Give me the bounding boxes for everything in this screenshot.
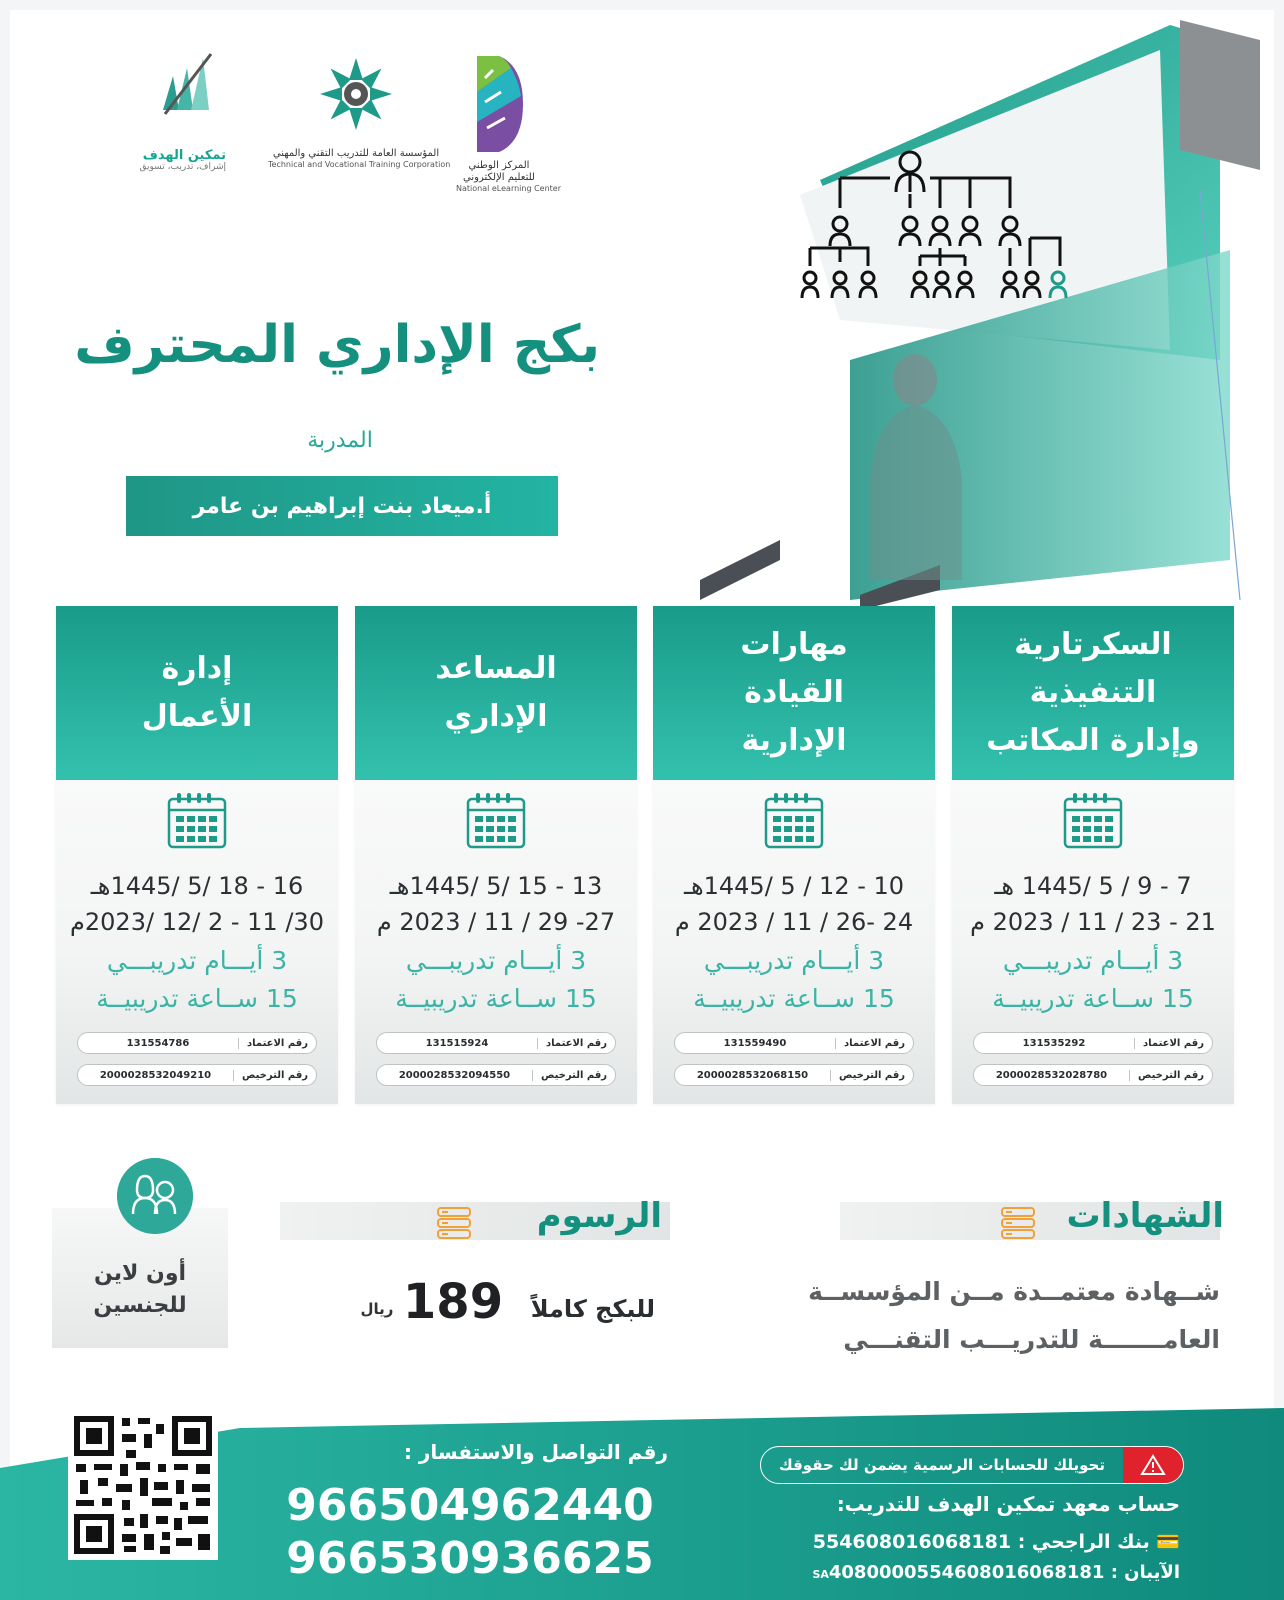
tamkeen-logo-mark bbox=[155, 50, 219, 146]
license-number: 2000028532068150 bbox=[696, 1069, 809, 1081]
accreditation-number-row bbox=[376, 1032, 616, 1054]
contact-phone-2[interactable]: 966530936625 bbox=[286, 1533, 654, 1584]
license-label: رقم الترخيص bbox=[830, 1070, 913, 1081]
certificates-line-1: شــهادة معتمــدة مــن المؤسســة bbox=[808, 1277, 1220, 1306]
course-hours: 15 ســاعة تدريبيــة bbox=[395, 984, 597, 1013]
iban-account bbox=[720, 1562, 1180, 1583]
course-days: 3 أيـــام تدريبـــي bbox=[703, 946, 885, 975]
org-chart-icon bbox=[800, 148, 1100, 318]
course-title: مهارات القيادة الإدارية bbox=[740, 627, 848, 758]
license-number-row bbox=[674, 1064, 914, 1086]
official-accounts-warning bbox=[760, 1446, 1184, 1484]
accreditation-number-row bbox=[674, 1032, 914, 1054]
tamkeen-tagline: إشراف، تدريب، تسويق bbox=[139, 162, 226, 172]
warning-text: تحويلك للحسابات الرسمية يضمن لك حقوقك bbox=[779, 1456, 1105, 1474]
fees-currency: ريال bbox=[360, 1300, 394, 1318]
contact-phone-1[interactable]: 966504962440 bbox=[286, 1480, 654, 1531]
course-card-administrative-assistant bbox=[355, 606, 637, 1104]
trainer-label: المدربة bbox=[307, 428, 373, 453]
course-title: المساعد الإداري bbox=[435, 651, 557, 734]
course-card-leadership-skills bbox=[653, 606, 935, 1104]
course-title: إدارة الأعمال bbox=[141, 651, 253, 734]
tamkeen-name: تمكين الهدف bbox=[142, 148, 226, 163]
nelc-name-en: National eLearning Center bbox=[456, 184, 561, 193]
calendar-icon bbox=[167, 792, 227, 850]
package-title: بكج الإداري المحترف bbox=[74, 315, 600, 375]
accreditation-label: رقم الاعتماد bbox=[537, 1038, 615, 1049]
contact-label: رقم التواصل والاستفسار : bbox=[403, 1440, 668, 1464]
license-number: 2000028532028780 bbox=[995, 1069, 1108, 1081]
course-days: 3 أيـــام تدريبـــي bbox=[106, 946, 288, 975]
online-text bbox=[52, 1258, 228, 1322]
accreditation-number: 131559490 bbox=[723, 1037, 787, 1049]
warning-icon bbox=[1140, 1454, 1166, 1476]
users-icon bbox=[117, 1158, 193, 1234]
accreditation-number: 131554786 bbox=[126, 1037, 190, 1049]
certificates-text bbox=[760, 1268, 1220, 1364]
rajhi-label: بنك الراجحي : bbox=[1017, 1531, 1150, 1553]
license-label: رقم الترخيص bbox=[1129, 1070, 1212, 1081]
rajhi-number[interactable]: 554608016068181 bbox=[812, 1531, 1012, 1553]
fees-text: للبكج كاملاً bbox=[530, 1295, 655, 1323]
accreditation-number: 131515924 bbox=[425, 1037, 489, 1049]
course-gregorian-date: 24 -26 / 11 / 2023 م bbox=[674, 908, 914, 936]
license-number-row bbox=[77, 1064, 317, 1086]
calendar-icon bbox=[466, 792, 526, 850]
course-days: 3 أيـــام تدريبـــي bbox=[405, 946, 587, 975]
iban-prefix: SA bbox=[812, 1568, 829, 1581]
course-hours: 15 ســاعة تدريبيــة bbox=[992, 984, 1194, 1013]
license-number-row bbox=[973, 1064, 1213, 1086]
accreditation-label: رقم الاعتماد bbox=[835, 1038, 913, 1049]
course-card-header bbox=[653, 606, 935, 780]
rajhi-account bbox=[720, 1530, 1180, 1553]
online-line-2: للجنسين bbox=[93, 1293, 187, 1318]
course-hours: 15 ســاعة تدريبيــة bbox=[693, 984, 895, 1013]
fees-amount: 189 bbox=[402, 1274, 504, 1330]
iban-digits: 40800005546080160681 bbox=[828, 1562, 1080, 1583]
course-gregorian-date: 27- 29 / 11 / 2023 م bbox=[376, 908, 616, 936]
accreditation-number: 131535292 bbox=[1022, 1037, 1086, 1049]
license-number-row bbox=[376, 1064, 616, 1086]
course-days: 3 أيـــام تدريبـــي bbox=[1002, 946, 1184, 975]
nelc-name-ar2: للتعليم الإلكتروني bbox=[463, 172, 535, 183]
calendar-icon bbox=[1063, 792, 1123, 850]
certificates-line-2: العامـــــــة للتدريـــب التقنـــي bbox=[843, 1325, 1220, 1354]
list-icon bbox=[1000, 1206, 1036, 1240]
course-card-header bbox=[56, 606, 338, 780]
qr-code[interactable] bbox=[68, 1410, 218, 1560]
nelc-logo-mark bbox=[471, 52, 527, 156]
iban-suffix: 81 bbox=[1079, 1562, 1105, 1583]
course-hijri-date: 16 - 18 /5 /1445هـ bbox=[90, 872, 304, 900]
card-icon: 💳 bbox=[1156, 1531, 1180, 1553]
calendar-icon bbox=[764, 792, 824, 850]
bank-account-title: حساب معهد تمكين الهدف للتدريب: bbox=[836, 1492, 1180, 1516]
accreditation-number-row bbox=[77, 1032, 317, 1054]
license-number: 2000028532049210 bbox=[99, 1069, 212, 1081]
course-card-business-administration bbox=[56, 606, 338, 1104]
tvtc-name-en: Technical and Vocational Training Corporation bbox=[268, 160, 451, 169]
accreditation-number-row bbox=[973, 1032, 1213, 1054]
tvtc-logo-mark bbox=[313, 52, 399, 144]
license-label: رقم الترخيص bbox=[532, 1070, 615, 1081]
warning-badge bbox=[1123, 1446, 1183, 1484]
online-line-1: أون لاين bbox=[93, 1261, 187, 1286]
course-card-header bbox=[952, 606, 1234, 780]
course-card-executive-secretary bbox=[952, 606, 1234, 1104]
course-hours: 15 ســاعة تدريبيــة bbox=[96, 984, 298, 1013]
course-hijri-date: 13 - 15 /5 /1445هـ bbox=[389, 872, 603, 900]
trainer-name: أ.ميعاد بنت إبراهيم بن عامر bbox=[192, 493, 492, 519]
license-number: 2000028532094550 bbox=[398, 1069, 511, 1081]
accreditation-label: رقم الاعتماد bbox=[238, 1038, 316, 1049]
course-hijri-date: 10 - 12 / 5 /1445هـ bbox=[683, 872, 905, 900]
accreditation-label: رقم الاعتماد bbox=[1134, 1038, 1212, 1049]
list-icon bbox=[436, 1206, 472, 1240]
nelc-name-ar1: المركز الوطني bbox=[468, 160, 530, 171]
nelc-logo bbox=[456, 52, 561, 194]
tvtc-name-ar: المؤسسة العامة للتدريب التقني والمهني bbox=[272, 148, 440, 159]
tamkeen-logo bbox=[139, 50, 226, 172]
certificates-title: الشهادات bbox=[1066, 1196, 1224, 1236]
license-label: رقم الترخيص bbox=[233, 1070, 316, 1081]
course-card-header bbox=[355, 606, 637, 780]
tvtc-logo bbox=[268, 52, 451, 170]
course-gregorian-date: 30/ 11 - 2 /12 /2023م bbox=[70, 908, 324, 936]
fees-title: الرسوم bbox=[536, 1196, 662, 1236]
course-title: السكرتارية التنفيذية وإدارة المكاتب bbox=[986, 627, 1200, 758]
iban-label: الآيبان : bbox=[1110, 1562, 1180, 1583]
iban-number[interactable] bbox=[812, 1562, 1104, 1583]
course-hijri-date: 7 - 9 / 5 /1445 هـ bbox=[994, 872, 1192, 900]
trainer-name-box bbox=[126, 476, 558, 536]
course-gregorian-date: 21 - 23 / 11 / 2023 م bbox=[970, 908, 1216, 936]
